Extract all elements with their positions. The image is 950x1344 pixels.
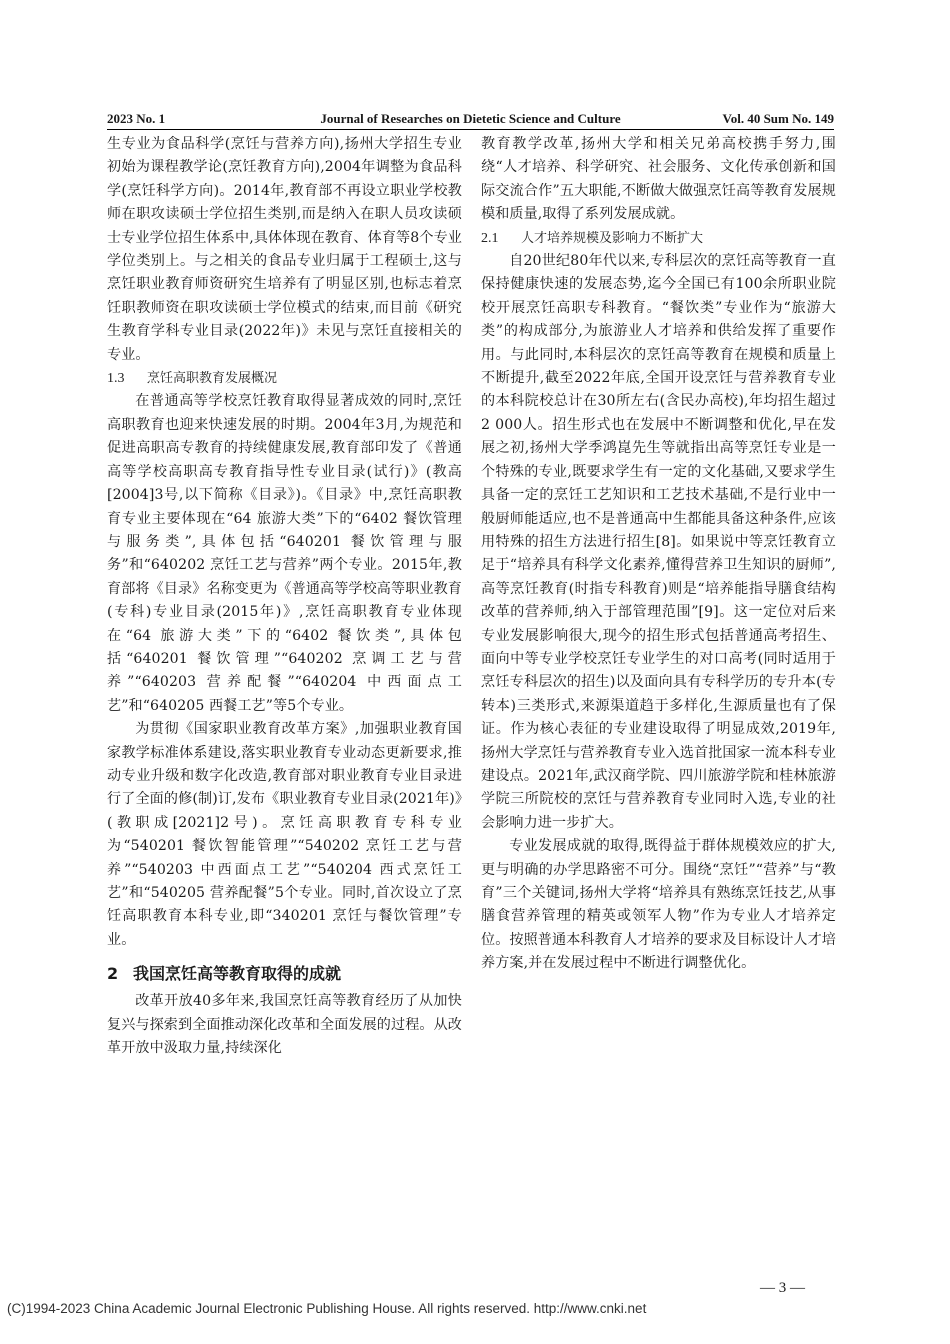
paragraph: 自20世纪80年代以来,专科层次的烹饪高等教育一直保持健康快速的发展态势,迄今全国已有100余所职业院校开展烹饪高职专科教育。“餐饮类”专业作为“旅游大类”的构成部分,为旅游业人才培养和供给发挥了重要作用。与此同时,本科层次的烹饪高等教育在规模和质量上不断提升,截至2022年底,全国开设烹饪与营养教育专业的本科院校总计在30所左右(含民办高校),年均招生超过2 000人。招生形式也在发展中不断调整和优化,早在发展之初,扬州大学季鸿崑先生等就指出高等烹饪专业是一个特殊的专业,既要求学生有一定的文化基础,又要求学生具备一定的烹饪工艺知识和工艺技术基础,不是行业中一般厨师能适应,也不是普通高中生都能具备这种条件,应该用特殊的招生方法进行招生[8]。如果说中等烹饪教育立足于“培养具有科学文化素养,懂得营养卫生知识的厨师”,高等烹饪教育(时指专科教育)则是“培养能指导膳食结构改革的营养师,纳入于部管理范围”[9]。这一定位对后来专业发展影响很大,现今的招生形式包括普通高考招生、面向中等专业学校烹饪专业学生的对口高考(同时适用于烹饪专科层次的招生)以及面向具有专科学历的专升本(专转本)三类形式,来源渠道趋于多样化,生源质量也有了保证。作为核心表征的专业建设取得了明显成效,2019年,扬州大学烹饪与营养教育专业入选首批国家一流本科专业建设点。2021年,武汉商学院、四川旅游学院和桂林旅游学院三所院校的烹饪与营养教育专业同时入选,专业的社会影响力进一步扩大。 <box>481 253 836 831</box>
paragraph: 在普通高等学校烹饪教育取得显著成效的同时,烹饪高职教育也迎来快速发展的时期。2004年3月,为规范和促进高职高专教育的持续健康发展,教育部印发了《普通高等学校高职高专教育指导性专业目录(试行)》(教高[2004]3号,以下简称《目录》)。《目录》中,烹饪高职教育专业主要体现在“64 旅游大类”下的“6402 餐饮管理与服务类”,具体包括“640201 餐饮管理与服务”和“640202 烹饪工艺与营养”两个专业。2015年,教育部将《目录》名称变更为《普通高等学校高等职业教育(专科)专业目录(2015年)》,烹饪高职教育专业体现在“64 旅游大类”下的“6402 餐饮类”,具体包括“640201 餐饮管理”“640202 烹调工艺与营养”“640203 营养配餐”“640204 中西面点工艺”和“640205 西餐工艺”等5个专业。 <box>107 393 462 714</box>
section-heading-2-1 <box>481 227 836 250</box>
section-heading-1-3 <box>107 367 462 390</box>
section-number: 2 <box>107 964 119 984</box>
section-number: 2.1 <box>481 230 499 246</box>
volume-label: Vol. 40 Sum No. 149 <box>722 111 834 126</box>
section-number: 1.3 <box>107 371 125 387</box>
paragraph: 生专业为食品科学(烹饪与营养方向),扬州大学招生专业初始为课程教学论(烹饪教育方向),2004年调整为食品科学(烹饪科学方向)。2014年,教育部不再设立职业学校教师在职攻读硕士学位招生类别,而是纳入在职人员攻读硕士专业学位招生体系中,具体体现在教育、体育等8个专业学位类别上。与之相关的食品专业归属于工程硕士,这与烹饪职业教育师资研究生培养有了明显区别,也标志着烹饪职教师资在职攻读硕士学位模式的结束,而目前《研究生教育学科专业目录(2022年)》未见与烹饪直接相关的专业。 <box>107 136 462 363</box>
section-title: 烹饪高职教育发展概况 <box>147 371 278 387</box>
paragraph: 教育教学改革,扬州大学和相关兄弟高校携手努力,围绕“人才培养、科学研究、社会服务、文化传承创新和国际交流合作”五大职能,不断做大做强烹饪高等教育发展规模和质量,取得了系列发展成就。 <box>481 136 836 223</box>
running-header <box>107 109 834 130</box>
copyright-notice: (C)1994-2023 China Academic Journal Electronic Publishing House. All rights reserved. http://www.cnki.net <box>7 1301 647 1316</box>
journal-title: Journal of Researches on Dietetic Science and Culture <box>320 111 621 126</box>
section-heading-2 <box>107 961 462 987</box>
section-title: 我国烹饪高等教育取得的成就 <box>133 964 342 984</box>
paragraph: 专业发展成就的取得,既得益于群体规模效应的扩大,更与明确的办学思路密不可分。围绕“烹饪”“营养”与“教育”三个关键词,扬州大学将“培养具有熟练烹饪技艺,从事膳食营养管理的精英或领军人物”作为专业人才培养定位。按照普通本科教育人才培养的要求及目标设计人才培养方案,并在发展过程中不断进行调整优化。 <box>481 838 836 972</box>
left-column <box>107 133 462 1060</box>
paragraph: 为贯彻《国家职业教育改革方案》,加强职业教育国家教学标准体系建设,落实职业教育专业动态更新要求,推动专业升级和数字化改造,教育部对职业教育专业目录进行了全面的修(制)订,发布《职业教育专业目录(2021年)》(教职成[2021]2号)。烹饪高职教育专科专业为“540201 餐饮智能管理”“540202 烹饪工艺与营养”“540203 中西面点工艺”“540204 西式烹饪工艺”和“540205 营养配餐”5个专业。同时,首次设立了烹饪高职教育本科专业,即“340201 烹饪与餐饮管理”专业。 <box>107 721 462 948</box>
section-title: 人才培养规模及影响力不断扩大 <box>521 230 704 246</box>
issue-label: 2023 No. 1 <box>107 111 166 126</box>
paragraph: 改革开放40多年来,我国烹饪高等教育经历了从加快复兴与探索到全面推动深化改革和全面发展的过程。从改革开放中汲取力量,持续深化 <box>107 993 462 1057</box>
right-column <box>481 133 836 976</box>
page-number: — 3 — <box>760 1280 805 1296</box>
